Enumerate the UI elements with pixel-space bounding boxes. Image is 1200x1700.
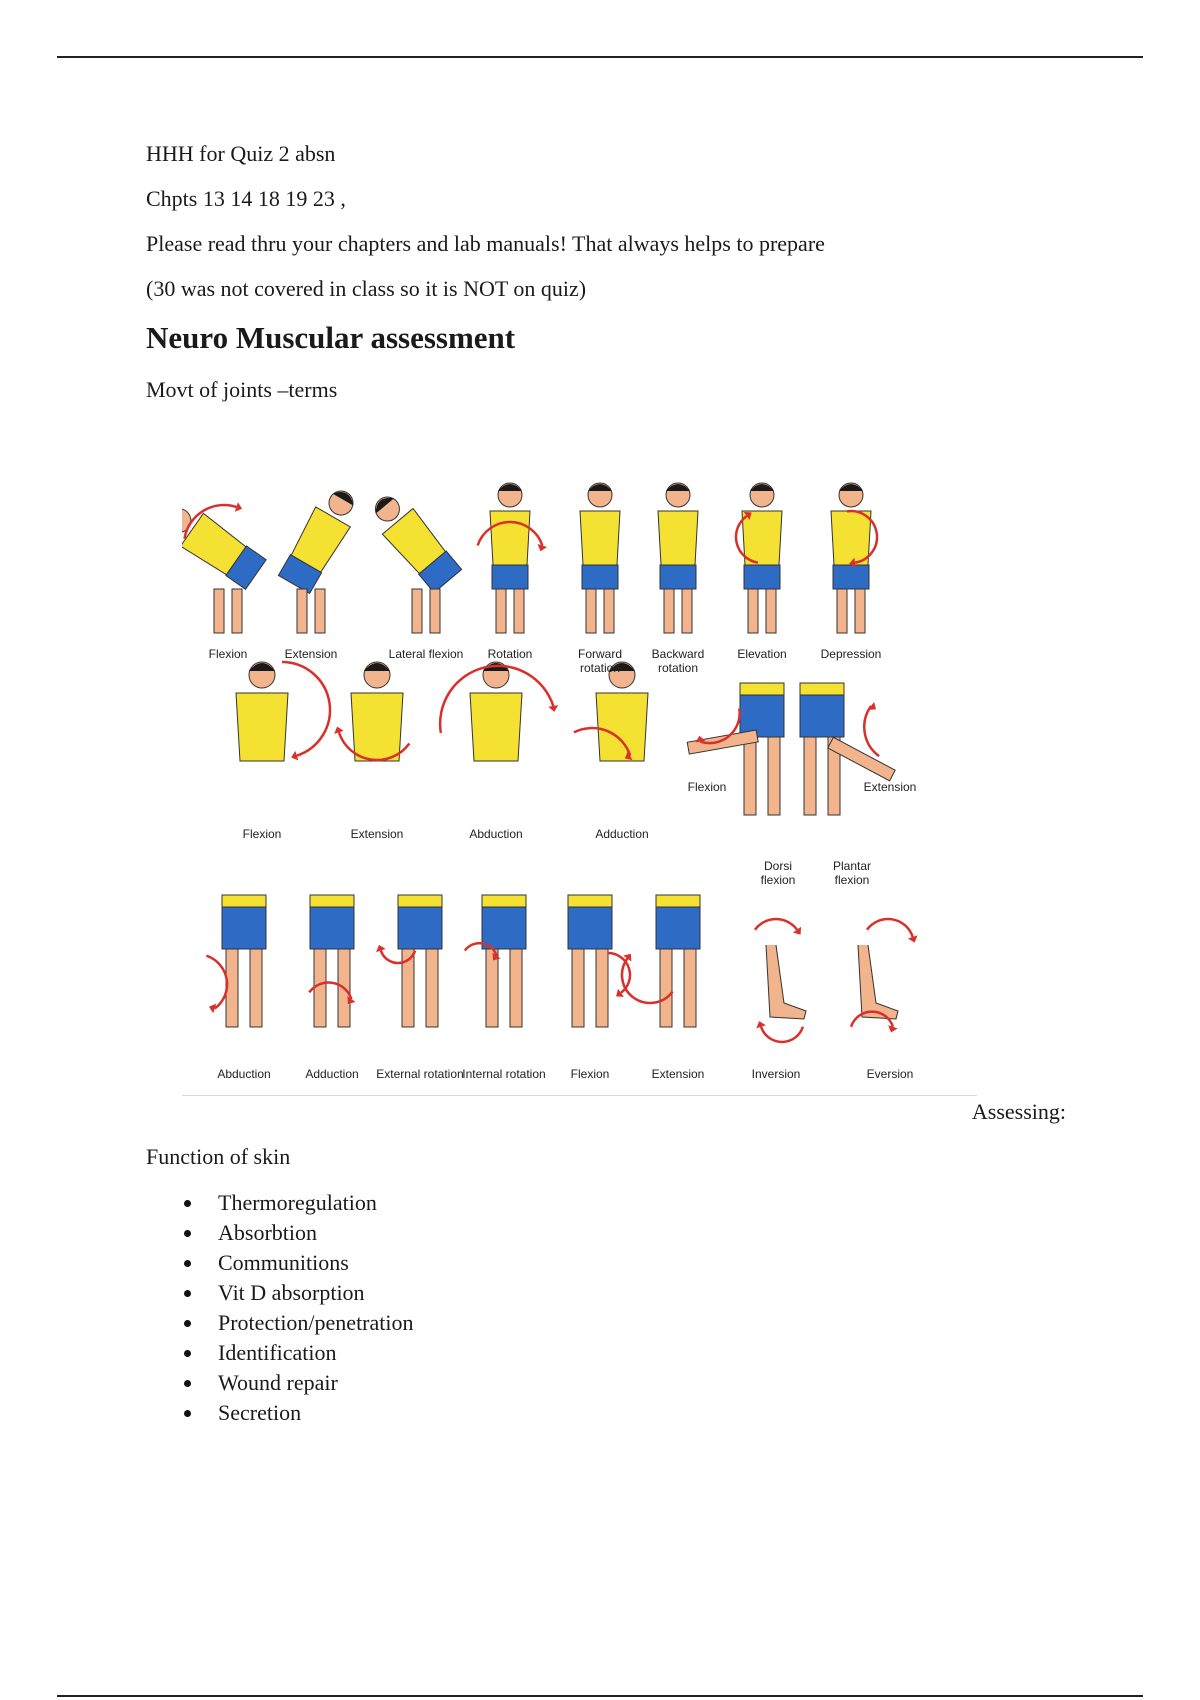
bullet-icon	[184, 1230, 191, 1237]
skin-function-item	[146, 1188, 414, 1218]
hair-icon	[839, 484, 863, 491]
arrow-head-icon	[868, 702, 876, 710]
movement-arrow	[206, 956, 227, 1009]
leg-icon	[430, 589, 440, 633]
assessing-label: Assessing:	[971, 1099, 1066, 1124]
movement-label: Flexion	[687, 780, 727, 794]
movement-label: Abduction	[217, 1067, 271, 1081]
foot-icon	[766, 945, 806, 1019]
bullet-icon	[184, 1200, 191, 1207]
leg-icon	[412, 589, 422, 633]
shirt-icon	[658, 511, 698, 565]
leg-icon	[426, 949, 438, 1027]
shirt-icon	[596, 693, 648, 761]
leg-icon	[315, 589, 325, 633]
bullet-icon	[184, 1410, 191, 1417]
bottom-rule	[57, 1695, 1143, 1697]
shirt-icon	[482, 895, 526, 907]
leg-icon	[684, 949, 696, 1027]
skin-function-list	[146, 1188, 414, 1428]
movement-arrow	[761, 1027, 803, 1042]
shirt-icon	[236, 693, 288, 761]
shirt-icon	[656, 895, 700, 907]
shorts-icon	[660, 565, 696, 589]
skin-function-item	[146, 1308, 414, 1338]
skin-function-label: Secretion	[218, 1400, 302, 1425]
shirt-icon	[222, 895, 266, 907]
leg-icon	[586, 589, 596, 633]
shorts-icon	[656, 907, 700, 949]
skin-function-label: Communitions	[218, 1250, 349, 1275]
leg-icon	[572, 949, 584, 1027]
shorts-icon	[482, 907, 526, 949]
skin-function-label: Absorbtion	[218, 1220, 317, 1245]
bullet-icon	[184, 1320, 191, 1327]
leg-icon	[664, 589, 674, 633]
shirt-icon	[740, 683, 784, 695]
movement-label: Forward rotation	[577, 647, 622, 675]
instruction-line: Please read thru your chapters and lab manuals! That always helps to prepare	[146, 231, 825, 256]
movement-label: Lateral flexion	[388, 647, 464, 661]
movement-label: Adduction	[305, 1067, 359, 1081]
movement-label: Abduction	[469, 827, 523, 841]
movement-label: Extension	[284, 647, 338, 661]
shorts-icon	[398, 907, 442, 949]
bullet-icon	[184, 1350, 191, 1357]
shorts-icon	[568, 907, 612, 949]
hair-icon	[750, 484, 774, 491]
shirt-icon	[580, 511, 620, 565]
shirt-icon	[470, 693, 522, 761]
shorts-icon	[222, 907, 266, 949]
movement-label: Flexion	[208, 647, 248, 661]
title-line: HHH for Quiz 2 absn	[146, 141, 336, 166]
section-subheading: Movt of joints –terms	[146, 377, 338, 402]
movement-label: Elevation	[737, 647, 787, 661]
leg-icon	[748, 589, 758, 633]
bullet-icon	[184, 1290, 191, 1297]
foot-icon	[858, 945, 898, 1019]
leg-icon	[660, 949, 672, 1027]
skin-function-item	[146, 1368, 414, 1398]
figure-baseline	[182, 1095, 977, 1096]
skin-function-item	[146, 1248, 414, 1278]
shorts-icon	[800, 695, 844, 737]
skin-function-item	[146, 1398, 414, 1428]
skin-function-label: Thermoregulation	[218, 1190, 377, 1215]
shorts-icon	[582, 565, 618, 589]
hair-icon	[364, 663, 390, 671]
joint-movements-figure	[182, 475, 977, 1097]
movement-label: Backward rotation	[651, 647, 705, 675]
shorts-icon	[310, 907, 354, 949]
movement-label: External rotation	[376, 1067, 464, 1081]
skin-function-title: Function of skin	[146, 1144, 291, 1169]
skin-function-item	[146, 1338, 414, 1368]
movement-label: Dorsi flexion	[760, 859, 796, 887]
leg-icon	[804, 737, 816, 815]
movement-arrow	[864, 706, 879, 756]
shirt-icon	[310, 895, 354, 907]
shorts-icon	[833, 565, 869, 589]
leg-icon	[486, 949, 498, 1027]
movement-label: Adduction	[595, 827, 649, 841]
movement-label: Extension	[863, 780, 917, 794]
shirt-icon	[568, 895, 612, 907]
note-line: (30 was not covered in class so it is NOT on quiz)	[146, 276, 587, 301]
leg-icon	[768, 737, 780, 815]
leg-icon	[314, 949, 326, 1027]
skin-function-label: Protection/penetration	[218, 1310, 414, 1335]
top-rule	[57, 56, 1143, 58]
movement-label: Plantar flexion	[832, 859, 872, 887]
leg-icon	[682, 589, 692, 633]
movement-arrow	[282, 662, 330, 756]
shirt-icon	[831, 511, 871, 565]
skin-function-label: Identification	[218, 1340, 337, 1365]
shirt-icon	[742, 511, 782, 565]
hair-icon	[498, 484, 522, 491]
shirt-icon	[351, 693, 403, 761]
skin-function-label: Vit D absorption	[218, 1280, 365, 1305]
shorts-icon	[492, 565, 528, 589]
leg-icon	[837, 589, 847, 633]
shirt-icon	[800, 683, 844, 695]
leg-icon	[514, 589, 524, 633]
bullet-icon	[184, 1260, 191, 1267]
leg-icon	[744, 737, 756, 815]
leg-icon	[766, 589, 776, 633]
bullet-icon	[184, 1380, 191, 1387]
movement-label: Extension	[350, 827, 404, 841]
skin-function-label: Wound repair	[218, 1370, 338, 1395]
leg-icon	[297, 589, 307, 633]
shorts-icon	[744, 565, 780, 589]
leg-icon	[596, 949, 608, 1027]
movement-label: Flexion	[570, 1067, 610, 1081]
leg-icon	[855, 589, 865, 633]
movement-label: Extension	[651, 1067, 705, 1081]
movement-label: Inversion	[751, 1067, 801, 1081]
hair-icon	[588, 484, 612, 491]
arrow-head-icon	[548, 705, 558, 712]
leg-icon	[232, 589, 242, 633]
movement-label: Internal rotation	[462, 1067, 546, 1081]
chapters-line: Chpts 13 14 18 19 23 ,	[146, 186, 346, 211]
skin-function-item	[146, 1278, 414, 1308]
leg-icon	[604, 589, 614, 633]
skin-function-item	[146, 1218, 414, 1248]
hair-icon	[666, 484, 690, 491]
leg-icon	[214, 589, 224, 633]
movement-label: Eversion	[866, 1067, 914, 1081]
shirt-icon	[398, 895, 442, 907]
leg-icon	[496, 589, 506, 633]
movement-label: Rotation	[487, 647, 533, 661]
movement-arrow	[867, 919, 913, 937]
shirt-icon	[490, 511, 530, 565]
leg-icon	[250, 949, 262, 1027]
document-body	[146, 140, 1106, 421]
movement-label: Flexion	[242, 827, 282, 841]
movement-label: Depression	[820, 647, 882, 661]
leg-icon	[510, 949, 522, 1027]
movement-arrow	[755, 919, 797, 930]
shorts-icon	[740, 695, 784, 737]
section-heading: Neuro Muscular assessment	[146, 320, 516, 355]
hair-icon	[249, 663, 275, 671]
